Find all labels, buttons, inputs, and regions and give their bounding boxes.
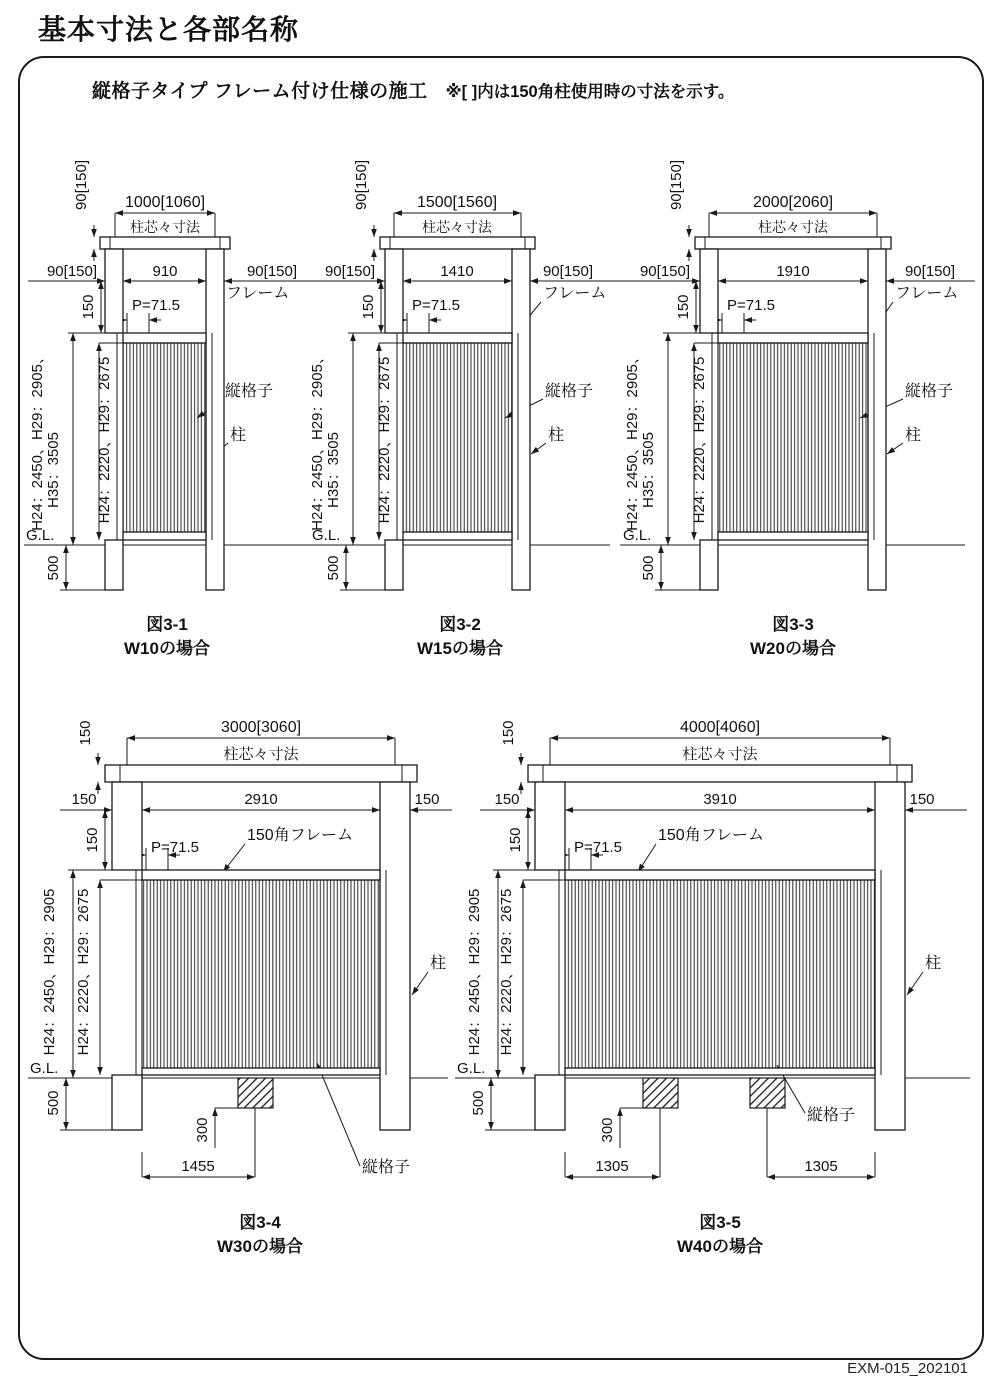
fig4-height-inner: H24：2220、H29：2675 [75, 888, 92, 1056]
fig4-lattice-label: 縦格子 [362, 1159, 411, 1176]
fig2-left-dim: 90[150] [324, 263, 376, 280]
fig3-lattice-panel [718, 343, 868, 532]
fig2-caption: 図3-2 [439, 615, 481, 634]
fig3-caption: 図3-3 [772, 615, 814, 634]
fig1-span-label: 柱芯々寸法 [130, 219, 200, 235]
header-text: 縦格子タイプ フレーム付け仕様の施工 [92, 81, 428, 102]
fig2-height-inner: H24：2220、H29：2675 [376, 356, 393, 524]
drawing-header [92, 76, 734, 103]
fig1-caption-case: W10の場合 [124, 639, 210, 658]
fig5-caption-case: W40の場合 [677, 1237, 763, 1256]
fig2-mid-dim: 1410 [440, 263, 474, 280]
fig4-beam-height-dim: 150 [77, 720, 94, 746]
fig2-height-outer-1: H24：2450、H29：2905、 [309, 349, 326, 531]
fig5-embed-dim: 500 [470, 1090, 487, 1116]
fig5-span-dim: 4000[4060] [679, 719, 761, 736]
fig5-post-label: 柱 [925, 955, 942, 972]
fig2-embed-dim: 500 [325, 555, 342, 581]
fig5-pitch-dim: P=71.5 [574, 839, 622, 856]
fig3-mid-dim: 1910 [776, 263, 810, 280]
fig2-frame-label: フレーム [543, 285, 607, 302]
fig3-structure [695, 237, 891, 590]
fig1-frame-label: フレーム [226, 285, 290, 302]
fig5-footing-depth-dim: 300 [599, 1117, 616, 1143]
fig5-caption: 図3-5 [699, 1213, 741, 1232]
fig4-span-label: 柱芯々寸法 [223, 746, 299, 763]
fig5-mid-dim: 3910 [703, 791, 737, 808]
fig5-left-dim: 150 [494, 791, 520, 808]
fig3-lattice-label: 縦格子 [905, 383, 954, 400]
fig2-ground-label: G.L. [312, 527, 341, 544]
fig3-beam-height-dim: 90[150] [668, 159, 685, 211]
fig4-caption-case: W30の場合 [217, 1237, 303, 1256]
fig3-post-label: 柱 [905, 427, 922, 444]
fig5-height-outer: H24：2450、H29：2905 [466, 888, 483, 1056]
fig3-offset-dim: 150 [675, 294, 692, 320]
fig2-structure [380, 237, 535, 590]
fig5-offset-dim: 150 [507, 827, 524, 853]
fig4-mid-dim: 2910 [244, 791, 278, 808]
fig1-post-label: 柱 [230, 427, 247, 444]
fig1-right-dim: 90[150] [246, 263, 298, 280]
fig5-right-dim: 150 [909, 791, 935, 808]
fig4-pitch-dim: P=71.5 [151, 839, 199, 856]
fig5-ground-label: G.L. [457, 1060, 486, 1077]
fig3-span-dim: 2000[2060] [752, 194, 834, 211]
fig5-structure [528, 765, 912, 1130]
fig1-caption: 図3-1 [146, 615, 188, 634]
fig4-right-dim: 150 [414, 791, 440, 808]
fig5-height-inner: H24：2220、H29：2675 [498, 888, 515, 1056]
fig2-span-label: 柱芯々寸法 [422, 219, 492, 235]
fig2-height-outer-2: H35：3505 [325, 432, 342, 508]
fig4-caption: 図3-4 [239, 1213, 281, 1232]
fig4-lattice-panel [142, 880, 380, 1068]
fig1-offset-dim: 150 [80, 294, 97, 320]
fig1-lattice-panel [123, 343, 206, 532]
fig5-frame-label: 150角フレーム [658, 827, 765, 844]
fig1-height-outer-2: H35：3505 [45, 432, 62, 508]
fig2-offset-dim: 150 [360, 294, 377, 320]
fig5-footing-dist-left-dim: 1305 [595, 1158, 629, 1175]
fig3-pitch-dim: P=71.5 [727, 297, 775, 314]
fig4-span-dim: 3000[3060] [220, 719, 302, 736]
fig4-footing [238, 1078, 273, 1108]
fig3-ground-label: G.L. [623, 527, 652, 544]
fig3-left-dim: 90[150] [639, 263, 691, 280]
header-note: ※[ ]内は150角柱使用時の寸法を示す。 [445, 83, 735, 101]
fig4-embed-dim: 500 [45, 1090, 62, 1116]
fig3-caption-case: W20の場合 [750, 639, 836, 658]
fig4-footing-dist-dim: 1455 [181, 1158, 215, 1175]
fig4-height-outer: H24：2450、H29：2905 [41, 888, 58, 1056]
fig5-footing-right [750, 1078, 785, 1108]
fig2-right-dim: 90[150] [542, 263, 594, 280]
fig2-span-dim: 1500[1560] [416, 194, 498, 211]
fig4-structure [105, 765, 417, 1130]
fig4-footing-depth-dim: 300 [194, 1117, 211, 1143]
fig1-embed-dim: 500 [45, 555, 62, 581]
fig1-pitch-dim: P=71.5 [132, 297, 180, 314]
fig2-pitch-dim: P=71.5 [412, 297, 460, 314]
fig5-span-label: 柱芯々寸法 [682, 746, 758, 763]
fig4-ground-label: G.L. [30, 1060, 59, 1077]
fig5-footing-left [643, 1078, 678, 1108]
fig4-post-label: 柱 [430, 955, 447, 972]
page-title: 基本寸法と各部名称 [38, 14, 300, 45]
fig2-post-label: 柱 [548, 427, 565, 444]
fig3-right-dim: 90[150] [904, 263, 956, 280]
fig1-height-inner: H24：2220、H29：2675 [96, 356, 113, 524]
fig1-beam-height-dim: 90[150] [73, 159, 90, 211]
fig2-lattice-panel [403, 343, 512, 532]
fig3-height-inner: H24：2220、H29：2675 [691, 356, 708, 524]
fig1-span-dim: 1000[1060] [124, 194, 206, 211]
fig2-caption-case: W15の場合 [417, 639, 503, 658]
fig1-lattice-label: 縦格子 [225, 383, 274, 400]
fig3-height-outer-2: H35：3505 [640, 432, 657, 508]
fig1-left-dim: 90[150] [46, 263, 98, 280]
figure-3-2 [310, 140, 630, 670]
fig2-beam-height-dim: 90[150] [353, 159, 370, 211]
figure-3-3 [620, 140, 980, 670]
fig5-beam-height-dim: 150 [500, 720, 517, 746]
document-number: EXM-015_202101 [847, 1360, 968, 1377]
fig3-frame-label: フレーム [895, 285, 959, 302]
fig5-lattice-label: 縦格子 [807, 1107, 856, 1124]
fig1-height-outer-1: H24：2450、H29：2905、 [29, 349, 46, 531]
fig4-offset-dim: 150 [84, 827, 101, 853]
figure-3-4 [20, 700, 455, 1260]
fig1-mid-dim: 910 [152, 263, 178, 280]
fig2-lattice-label: 縦格子 [545, 383, 594, 400]
fig3-embed-dim: 500 [640, 555, 657, 581]
fig1-ground-label: G.L. [26, 527, 55, 544]
fig5-footing-dist-right-dim: 1305 [804, 1158, 838, 1175]
figure-3-5 [455, 700, 977, 1260]
fig3-span-label: 柱芯々寸法 [758, 219, 828, 235]
fig4-left-dim: 150 [71, 791, 97, 808]
fig1-structure [100, 237, 230, 590]
figure-3-1 [20, 140, 340, 670]
fig4-frame-label: 150角フレーム [247, 827, 354, 844]
fig3-height-outer-1: H24：2450、H29：2905、 [624, 349, 641, 531]
fig5-lattice-panel [565, 880, 875, 1068]
